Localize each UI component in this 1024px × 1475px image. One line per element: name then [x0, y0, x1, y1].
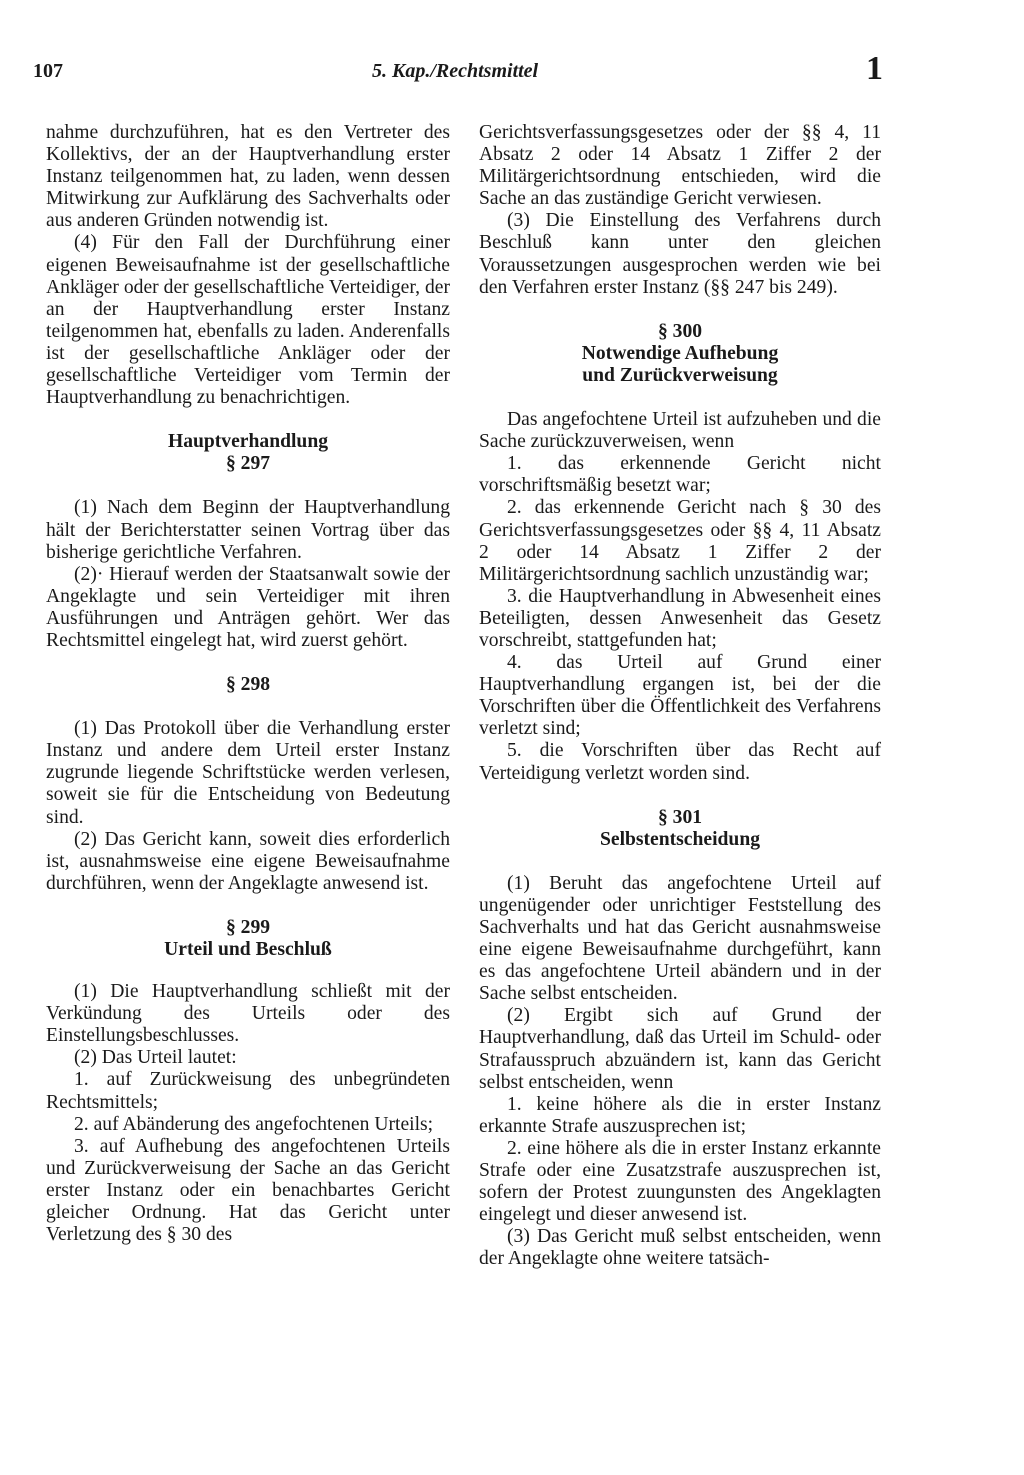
paragraph: Das angefochtene Urteil ist aufzuheben und die Sache zurückzuverweisen, wenn	[479, 409, 881, 453]
section-number: § 301	[657, 806, 703, 828]
paragraph: Gerichtsverfassungsgesetzes oder der §§ 4, 11 Absatz 2 oder 14 Absatz 1 Ziffer 2 der Militärgerichtsordnung entschieden, wird die Sache an das zuständige Gericht verwiesen.	[479, 122, 881, 210]
paragraph: (2) Das Gericht kann, soweit dies erforderlich ist, ausnahmsweise eine eigene Beweisaufnahme durchführen, wenn der Angeklagte anwesend ist.	[46, 828, 450, 894]
list-item: 2. eine höhere als die in erster Instanz erkannte Strafe oder eine Zusatzstrafe auszusprechen ist, sofern der Protest zuungunsten des Angeklagten eingelegt und dieser anwesend ist.	[479, 1137, 881, 1226]
section-title: Hauptverhandlung	[167, 431, 329, 453]
paragraph: (1) Nach dem Beginn der Hauptverhandlung hält der Berichterstatter seinen Vortrag über das bisherige gerichtliche Verfahren.	[46, 497, 450, 563]
list-item: 1. keine höhere als die in erster Instanz erkannte Strafe auszusprechen ist;	[479, 1093, 881, 1137]
paragraph: (3) Die Einstellung des Verfahrens durch Beschluß kann unter den gleichen Voraussetzungen ausgesprochen werden wie bei den Verfahren erster Instanz (§§ 247 bis 249).	[479, 210, 881, 298]
running-title: 5. Kap./Rechtsmittel	[372, 60, 539, 82]
list-item: 5. die Vorschriften über das Recht auf Verteidigung verletzt worden sind.	[479, 740, 881, 784]
paragraph: nahme durchzuführen, hat es den Vertreter des Kollektivs, der an der Hauptverhandlung erster Instanz teilgenommen hat, zu laden, wenn dessen Mitwirkung zur Aufklärung des Sachverhalts oder aus anderen Gründen notwendig ist.	[46, 122, 450, 232]
list-item: 2. auf Abänderung des angefochtenen Urteils;	[74, 1113, 434, 1135]
section-number: § 297	[225, 453, 271, 475]
list-item: 4. das Urteil auf Grund einer Hauptverhandlung ergangen ist, bei der die Vorschriften über die Öffentlichkeit des Verfahrens verletzt sind;	[479, 652, 881, 740]
right-column	[479, 122, 881, 1271]
list-item: 1. das erkennende Gericht nicht vorschriftsmäßig besetzt war;	[479, 453, 881, 497]
page-number: 107	[33, 60, 63, 82]
paragraph: (1) Das Protokoll über die Verhandlung erster Instanz und andere dem Urteil erster Instanz zugrunde liegende Schriftstücke werden verlesen, soweit sie für die Entscheidung von Bedeutung sind.	[46, 718, 450, 828]
section-number: § 299	[225, 916, 271, 938]
paragraph: (1) Beruht das angefochtene Urteil auf ungenügender oder unrichtiger Feststellung des Sachverhalts und hat das Gericht ausnahmsweise eine eigene Beweisaufnahme durchgeführt, kann es das angefochtene Urteil abändern und in der Sache selbst entscheiden.	[479, 872, 881, 1005]
section-number: § 300	[657, 320, 703, 342]
left-column	[46, 122, 450, 1246]
paragraph: (3) Das Gericht muß selbst entscheiden, wenn der Angeklagte ohne weitere tatsäch-	[479, 1226, 881, 1270]
section-title: und Zurückverweisung	[582, 364, 778, 386]
section-title: Urteil und Beschluß	[164, 939, 332, 960]
section-number: § 298	[225, 674, 271, 696]
paragraph: (4) Für den Fall der Durchführung einer eigenen Beweisaufnahme ist der gesellschaftliche Ankläger oder der gesellschaftliche Verteidiger, der an der Hauptverhandlung erster Instanz teilgenommen hat, ebenfalls zu laden. Anderenfalls ist der gesellschaftliche Ankläger oder der gesellschaftliche Verteidiger vom Termin der Hauptverhandlung zu benachrichtigen.	[46, 232, 450, 409]
paragraph: (2) Das Urteil lautet:	[74, 1047, 237, 1069]
list-item: 1. auf Zurückweisung des unbegründeten Rechtsmittels;	[46, 1069, 450, 1113]
paragraph: (2)· Hierauf werden der Staatsanwalt sowie der Angeklagte und sein Verteidiger mit ihren Ausführungen und Anträgen gehört. Wer das Rechtsmittel eingelegt hat, wird zuerst gehört.	[46, 563, 450, 651]
paragraph: (1) Die Hauptverhandlung schließt mit der Verkündung des Urteils oder des Einstellungsbeschlusses.	[46, 981, 450, 1047]
section-title: Notwendige Aufhebung	[581, 342, 779, 364]
chapter-number: 1	[866, 50, 883, 87]
paragraph: (2) Ergibt sich auf Grund der Hauptverhandlung, daß das Urteil im Schuld- oder Strafausspruch abzuändern ist, kann das Gericht selbst entscheiden, wenn	[479, 1005, 881, 1093]
section-title: Selbstentscheidung	[599, 828, 761, 850]
list-item: 3. die Hauptverhandlung in Abwesenheit eines Beteiligten, dessen Anwesenheit das Gesetz vorschreibt, stattgefunden hat;	[479, 585, 881, 651]
page-header	[0, 50, 1024, 88]
list-item: 3. auf Aufhebung des angefochtenen Urteils und Zurückverweisung der Sache an das Gericht erster Instanz oder ein benachbartes Gericht gleicher Ordnung. Hat das Gericht unter Verletzung des § 30 des	[46, 1135, 450, 1246]
list-item: 2. das erkennende Gericht nach § 30 des Gerichtsverfassungsgesetzes oder §§ 4, 11 Absatz 2 oder 14 Absatz 1 Ziffer 2 der Militärgerichtsordnung sachlich unzuständig war;	[479, 497, 881, 585]
